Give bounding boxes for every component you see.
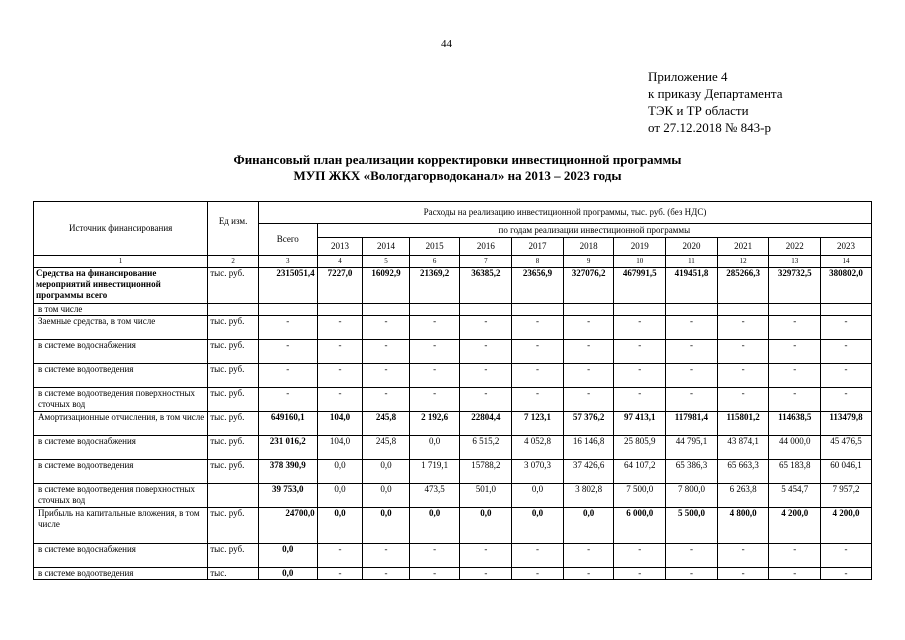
row-year-value: - <box>363 316 410 340</box>
row-year-value: 3 070,3 <box>512 460 564 484</box>
row-year-value: - <box>363 388 410 412</box>
row-year-value: 473,5 <box>409 484 460 508</box>
row-year-value: 57 376,2 <box>563 412 614 436</box>
row-year-value: - <box>563 544 614 568</box>
year-header: 2022 <box>769 238 821 256</box>
row-year-value: - <box>563 316 614 340</box>
page-number: 44 <box>441 38 452 50</box>
row-year-value: 327076,2 <box>563 268 614 304</box>
row-year-value: 3 802,8 <box>563 484 614 508</box>
table-row <box>34 340 872 364</box>
row-year-value: 113479,8 <box>821 412 872 436</box>
row-total: - <box>258 316 317 340</box>
row-year-value: 419451,8 <box>666 268 718 304</box>
year-header: 2018 <box>563 238 614 256</box>
row-year-value: 0,0 <box>409 508 460 544</box>
row-year-value: - <box>409 544 460 568</box>
row-year-value: - <box>317 388 363 412</box>
row-year-value: - <box>821 364 872 388</box>
column-number: 14 <box>821 256 872 268</box>
row-year-value <box>409 304 460 316</box>
row-year-value: 7 123,1 <box>512 412 564 436</box>
row-source-name: в том числе <box>34 304 208 316</box>
row-unit: тыс. руб. <box>208 412 259 436</box>
row-year-value: 7 800,0 <box>666 484 718 508</box>
table-row <box>34 268 872 304</box>
row-year-value: 43 874,1 <box>717 436 769 460</box>
row-year-value: 22804,4 <box>460 412 512 436</box>
row-year-value: - <box>563 388 614 412</box>
appendix-block <box>648 68 783 136</box>
column-number: 8 <box>512 256 564 268</box>
row-year-value: - <box>769 568 821 580</box>
row-source-name: в системе водоснабжения <box>34 544 208 568</box>
row-total: - <box>258 364 317 388</box>
table-row <box>34 388 872 412</box>
row-year-value: - <box>717 544 769 568</box>
column-number: 7 <box>460 256 512 268</box>
column-number: 10 <box>614 256 666 268</box>
title-line: МУП ЖКХ «Вологдагорводоканал» на 2013 – 2023 годы <box>293 168 622 183</box>
row-year-value: 0,0 <box>460 508 512 544</box>
column-number: 3 <box>258 256 317 268</box>
row-year-value <box>717 304 769 316</box>
row-year-value: - <box>317 568 363 580</box>
year-header: 2017 <box>512 238 564 256</box>
row-year-value: - <box>717 568 769 580</box>
table-row <box>34 508 872 544</box>
row-year-value: - <box>460 544 512 568</box>
table-row <box>34 412 872 436</box>
row-year-value: 7 500,0 <box>614 484 666 508</box>
row-year-value: 0,0 <box>363 460 410 484</box>
row-year-value <box>666 304 718 316</box>
row-year-value: 16092,9 <box>363 268 410 304</box>
year-header: 2021 <box>717 238 769 256</box>
financial-plan-table <box>33 201 872 580</box>
row-year-value: 114638,5 <box>769 412 821 436</box>
year-header: 2023 <box>821 238 872 256</box>
row-source-name: в системе водоотведения <box>34 568 208 580</box>
table-row <box>34 544 872 568</box>
table-body <box>34 268 872 580</box>
row-total: - <box>258 340 317 364</box>
row-year-value: 6 263,8 <box>717 484 769 508</box>
row-year-value: - <box>317 340 363 364</box>
row-year-value: - <box>769 316 821 340</box>
row-year-value: - <box>769 544 821 568</box>
table-row <box>34 460 872 484</box>
row-year-value: 4 052,8 <box>512 436 564 460</box>
row-year-value <box>614 304 666 316</box>
row-year-value: - <box>409 316 460 340</box>
row-year-value <box>512 304 564 316</box>
row-year-value: - <box>512 544 564 568</box>
row-year-value: 0,0 <box>409 436 460 460</box>
row-year-value: 6 000,0 <box>614 508 666 544</box>
row-year-value: 0,0 <box>317 460 363 484</box>
row-year-value: 2 192,6 <box>409 412 460 436</box>
year-header: 2020 <box>666 238 718 256</box>
header-expenses: Расходы на реализацию инвестиционной программы, тыс. руб. (без НДС) <box>258 202 871 224</box>
row-year-value: 1 719,1 <box>409 460 460 484</box>
column-number: 11 <box>666 256 718 268</box>
row-unit: тыс. руб. <box>208 544 259 568</box>
row-year-value: - <box>666 340 718 364</box>
row-year-value: - <box>821 568 872 580</box>
table-row <box>34 568 872 580</box>
appendix-line: Приложение 4 <box>648 69 728 84</box>
row-year-value <box>563 304 614 316</box>
row-year-value: 329732,5 <box>769 268 821 304</box>
row-source-name: в системе водоотведения <box>34 460 208 484</box>
row-year-value: - <box>317 364 363 388</box>
appendix-line: ТЭК и ТР области <box>648 103 749 118</box>
row-unit <box>208 484 259 508</box>
row-year-value: - <box>717 364 769 388</box>
row-year-value: - <box>666 544 718 568</box>
row-year-value <box>317 304 363 316</box>
row-year-value: - <box>363 568 410 580</box>
column-number: 6 <box>409 256 460 268</box>
table-row <box>34 316 872 340</box>
row-year-value: - <box>460 316 512 340</box>
row-year-value <box>821 304 872 316</box>
row-source-name: Амортизационные отчисления, в том числе <box>34 412 208 436</box>
row-total: 378 390,9 <box>258 460 317 484</box>
header-total: Всего <box>258 224 317 256</box>
header-unit: Ед изм. <box>208 202 259 256</box>
row-year-value: 104,0 <box>317 436 363 460</box>
row-unit: тыс. руб. <box>208 340 259 364</box>
row-year-value: 65 386,3 <box>666 460 718 484</box>
row-year-value: 117981,4 <box>666 412 718 436</box>
document-title <box>100 152 815 184</box>
row-year-value: 64 107,2 <box>614 460 666 484</box>
column-number-row <box>34 256 872 268</box>
row-year-value: 4 200,0 <box>769 508 821 544</box>
row-year-value: 44 795,1 <box>666 436 718 460</box>
year-header: 2014 <box>363 238 410 256</box>
row-unit: тыс. руб. <box>208 508 259 544</box>
row-year-value: - <box>460 340 512 364</box>
row-year-value: - <box>717 340 769 364</box>
column-number: 2 <box>208 256 259 268</box>
year-header: 2019 <box>614 238 666 256</box>
row-year-value: 0,0 <box>363 484 410 508</box>
row-year-value: - <box>563 364 614 388</box>
table-row <box>34 304 872 316</box>
header-by-years: по годам реализации инвестиционной программы <box>317 224 871 238</box>
year-header: 2015 <box>409 238 460 256</box>
row-source-name: Прибыль на капитальные вложения, в том числе <box>34 508 208 544</box>
row-year-value <box>363 304 410 316</box>
row-year-value: - <box>614 388 666 412</box>
row-year-value: 0,0 <box>363 508 410 544</box>
row-year-value: - <box>614 544 666 568</box>
row-year-value: - <box>409 340 460 364</box>
row-year-value: - <box>717 316 769 340</box>
row-year-value: - <box>409 388 460 412</box>
year-header: 2013 <box>317 238 363 256</box>
row-total: 24700,0 <box>258 508 317 544</box>
row-total: 649160,1 <box>258 412 317 436</box>
row-year-value: 501,0 <box>460 484 512 508</box>
column-number: 1 <box>34 256 208 268</box>
row-year-value: - <box>821 316 872 340</box>
row-year-value: - <box>363 340 410 364</box>
row-year-value: - <box>821 340 872 364</box>
row-year-value: 4 200,0 <box>821 508 872 544</box>
row-unit: тыс. руб. <box>208 460 259 484</box>
row-year-value: 104,0 <box>317 412 363 436</box>
row-year-value <box>460 304 512 316</box>
row-year-value: 0,0 <box>512 484 564 508</box>
header-source: Источник финансирования <box>34 202 208 256</box>
row-year-value: 15788,2 <box>460 460 512 484</box>
row-year-value <box>769 304 821 316</box>
row-year-value: - <box>666 316 718 340</box>
table-row <box>34 436 872 460</box>
row-year-value: 0,0 <box>563 508 614 544</box>
row-year-value: - <box>769 388 821 412</box>
row-unit: тыс. <box>208 568 259 580</box>
row-year-value: - <box>512 316 564 340</box>
row-year-value: 7 957,2 <box>821 484 872 508</box>
row-total: 2315051,4 <box>258 268 317 304</box>
row-year-value: 60 046,1 <box>821 460 872 484</box>
row-year-value: - <box>512 340 564 364</box>
column-number: 4 <box>317 256 363 268</box>
row-total <box>258 304 317 316</box>
row-year-value: 21369,2 <box>409 268 460 304</box>
row-year-value: 45 476,5 <box>821 436 872 460</box>
row-year-value: - <box>460 388 512 412</box>
row-year-value: 5 454,7 <box>769 484 821 508</box>
row-source-name: в системе водоотведения <box>34 364 208 388</box>
row-year-value: 245,8 <box>363 412 410 436</box>
row-total: 231 016,2 <box>258 436 317 460</box>
row-year-value: - <box>666 568 718 580</box>
row-year-value: 245,8 <box>363 436 410 460</box>
row-year-value: 6 515,2 <box>460 436 512 460</box>
row-year-value: 65 663,3 <box>717 460 769 484</box>
row-year-value: - <box>317 544 363 568</box>
table-row <box>34 484 872 508</box>
table-row <box>34 364 872 388</box>
row-year-value: 0,0 <box>317 484 363 508</box>
column-number: 12 <box>717 256 769 268</box>
row-unit: тыс. руб. <box>208 268 259 304</box>
row-year-value: - <box>409 364 460 388</box>
row-year-value: 380802,0 <box>821 268 872 304</box>
row-year-value: 5 500,0 <box>666 508 718 544</box>
row-unit: тыс. руб. <box>208 436 259 460</box>
column-number: 13 <box>769 256 821 268</box>
row-year-value: - <box>363 364 410 388</box>
row-year-value: 0,0 <box>512 508 564 544</box>
row-source-name: в системе водоотведения поверхностных сточных вод <box>34 484 208 508</box>
row-source-name: в системе водоотведения поверхностных сточных вод <box>34 388 208 412</box>
row-year-value: - <box>666 364 718 388</box>
row-year-value: 97 413,1 <box>614 412 666 436</box>
row-year-value: 23656,9 <box>512 268 564 304</box>
row-year-value: 7227,0 <box>317 268 363 304</box>
row-year-value: - <box>614 340 666 364</box>
row-year-value: - <box>512 388 564 412</box>
row-total: 39 753,0 <box>258 484 317 508</box>
row-year-value: 115801,2 <box>717 412 769 436</box>
row-year-value: - <box>717 388 769 412</box>
row-year-value: - <box>563 340 614 364</box>
title-line: Финансовый план реализации корректировки инвестиционной программы <box>233 152 682 167</box>
row-year-value: 0,0 <box>317 508 363 544</box>
row-year-value: - <box>317 316 363 340</box>
row-total: 0,0 <box>258 544 317 568</box>
row-source-name: Заемные средства, в том числе <box>34 316 208 340</box>
row-year-value: - <box>512 364 564 388</box>
row-year-value: 44 000,0 <box>769 436 821 460</box>
row-year-value: - <box>821 544 872 568</box>
row-year-value: 4 800,0 <box>717 508 769 544</box>
appendix-line: от 27.12.2018 № 843-р <box>648 120 771 135</box>
row-year-value: 16 146,8 <box>563 436 614 460</box>
appendix-line: к приказу Департамента <box>648 86 783 101</box>
row-source-name: в системе водоснабжения <box>34 436 208 460</box>
row-year-value: 25 805,9 <box>614 436 666 460</box>
column-number: 9 <box>563 256 614 268</box>
row-year-value: - <box>769 364 821 388</box>
row-unit: тыс. руб. <box>208 388 259 412</box>
row-year-value: - <box>614 316 666 340</box>
row-year-value: 36385,2 <box>460 268 512 304</box>
row-year-value: 37 426,6 <box>563 460 614 484</box>
row-year-value: - <box>614 568 666 580</box>
row-year-value: - <box>821 388 872 412</box>
row-year-value: - <box>666 388 718 412</box>
row-year-value: - <box>363 544 410 568</box>
row-year-value: - <box>512 568 564 580</box>
row-year-value: - <box>563 568 614 580</box>
row-unit: тыс. руб. <box>208 316 259 340</box>
row-unit: тыс. руб. <box>208 364 259 388</box>
row-year-value: 467991,5 <box>614 268 666 304</box>
year-header: 2016 <box>460 238 512 256</box>
row-year-value: - <box>460 568 512 580</box>
row-total: - <box>258 388 317 412</box>
row-year-value: - <box>614 364 666 388</box>
row-year-value: - <box>769 340 821 364</box>
column-number: 5 <box>363 256 410 268</box>
row-year-value: 65 183,8 <box>769 460 821 484</box>
row-source-name: в системе водоснабжения <box>34 340 208 364</box>
row-year-value: - <box>460 364 512 388</box>
row-unit <box>208 304 259 316</box>
row-year-value: - <box>409 568 460 580</box>
row-source-name: Средства на финансирование мероприятий инвестиционной программы всего <box>34 268 208 304</box>
row-year-value: 285266,3 <box>717 268 769 304</box>
row-total: 0,0 <box>258 568 317 580</box>
